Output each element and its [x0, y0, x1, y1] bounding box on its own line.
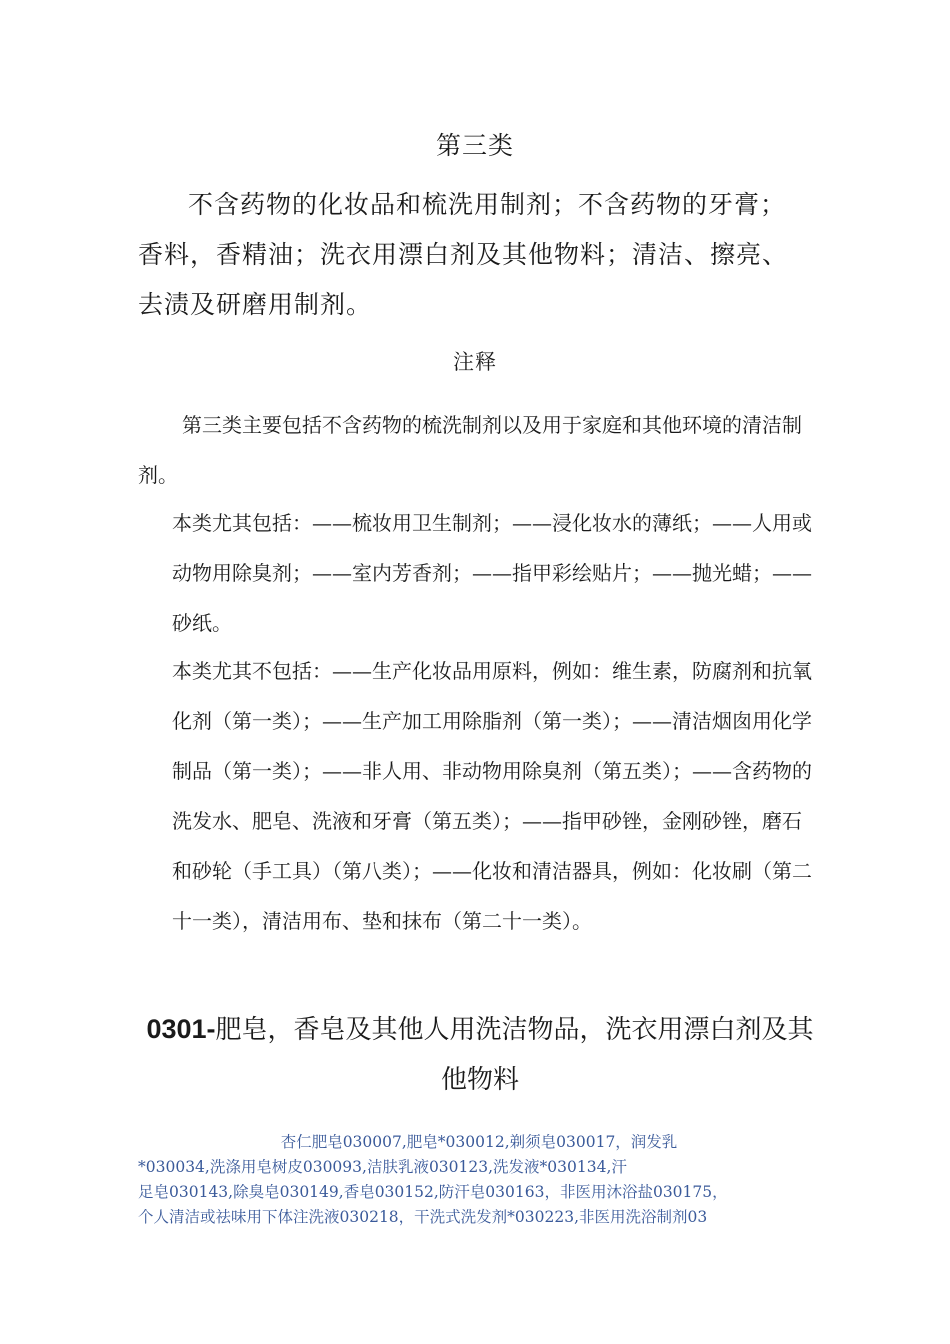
group-name: 肥皂，香皂及其他人用洗洁物品，洗衣用漂白剂及其他物料 — [215, 1015, 814, 1095]
product-line: 个人清洁或祛味用下体注洗液030218，干洗式洗发剂*030223,非医用洗浴制剂03 — [138, 1208, 708, 1226]
product-list — [138, 1130, 820, 1230]
notes-intro: 第三类主要包括不含药物的梳洗制剂以及用于家庭和其他环境的清洁制剂。 — [138, 413, 802, 487]
notes-exclude: 本类尤其不包括：——生产化妆品用原料，例如：维生素，防腐剂和抗氧化剂（第一类）；——生产加工用除脂剂（第一类）；——清洁烟囱用化学制品（第一类）；——非人用、非动物用除臭剂（第五类）；——含药物的洗发水、肥皂、洗液和牙膏（第五类）；——指甲砂锉，金刚砂锉，磨石和砂轮（手工具）（第八类）；——化妆和清洁器具，例如：化妆刷（第二十一类），清洁用布、垫和抹布（第二十一类）。 — [172, 659, 812, 933]
notes-title: 注释 — [453, 350, 497, 374]
product-line: *030034,洗涤用皂树皮030093,洁肤乳液030123,洗发液*030134,汗 — [138, 1158, 627, 1176]
group-code: 0301- — [146, 1014, 216, 1044]
class-description: 不含药物的化妆品和梳洗用制剂；不含药物的牙膏；香料，香精油；洗衣用漂白剂及其他物料；清洁、擦亮、去渍及研磨用制剂。 — [138, 190, 789, 319]
product-line: 足皂030143,除臭皂030149,香皂030152,防汗皂030163，非医用沐浴盐030175， — [138, 1183, 728, 1201]
notes-include: 本类尤其包括：——梳妆用卫生制剂；——浸化妆水的薄纸；——人用或动物用除臭剂；——室内芳香剂；——指甲彩绘贴片；——抛光蜡；——砂纸。 — [172, 511, 812, 635]
class-title: 第三类 — [435, 131, 514, 160]
group-heading — [140, 1004, 820, 1105]
product-line: 杏仁肥皂030007,肥皂*030012,剃须皂030017，润发乳 — [280, 1133, 678, 1151]
